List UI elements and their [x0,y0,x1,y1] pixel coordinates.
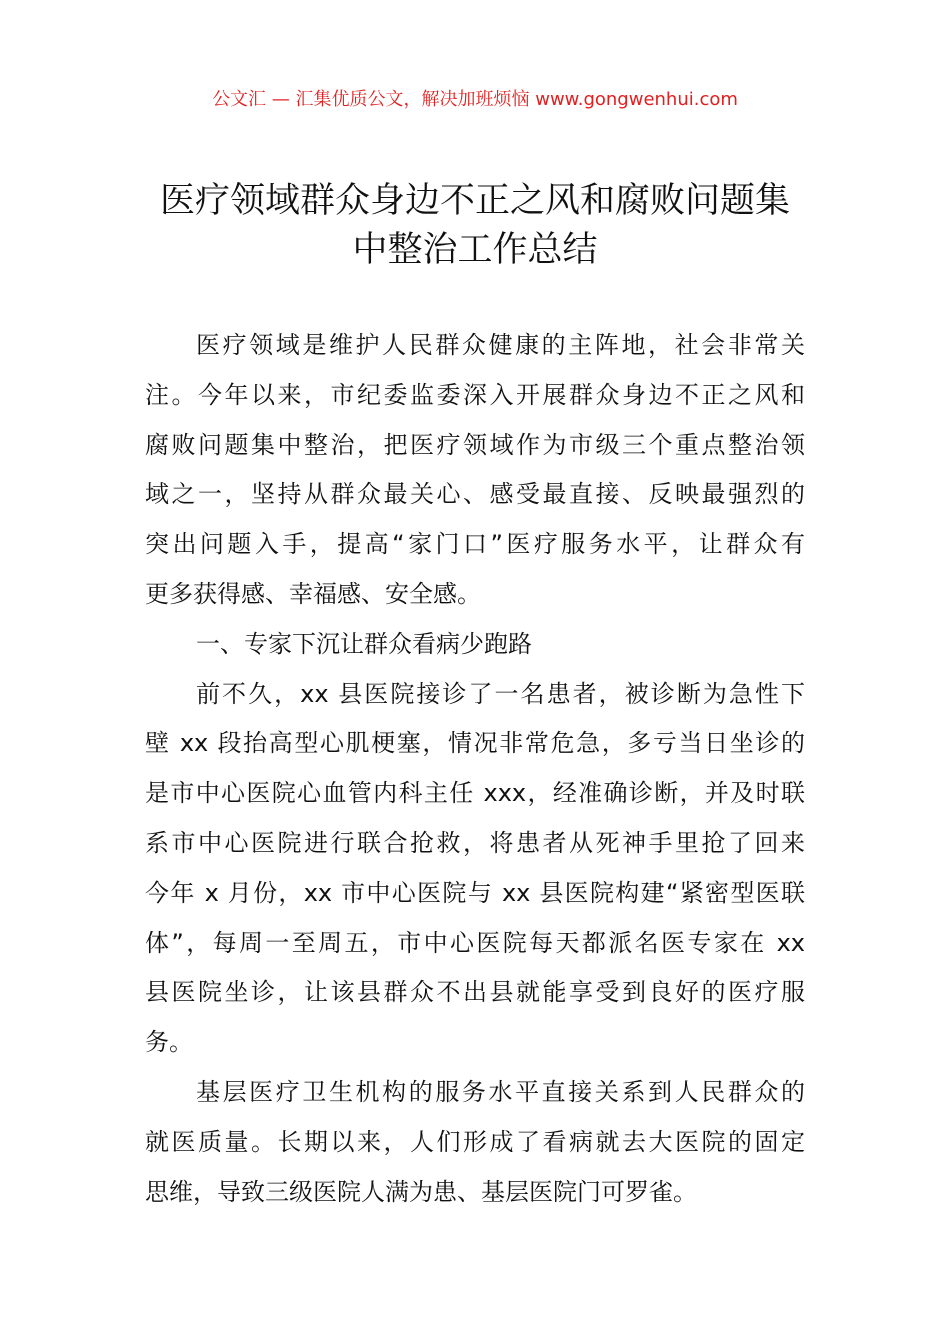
text-line: 就医质量。长期以来，人们形成了看病就去大医院的固定 [145,1127,805,1156]
text-line: 注。今年以来，市纪委监委深入开展群众身边不正之风和 [145,380,805,409]
text-line: 县医院坐诊，让该县群众不出县就能享受到良好的医疗服 [145,978,805,1007]
text-line: 前不久，xx 县医院接诊了一名患者，被诊断为急性下 [196,679,805,708]
text-line: 今年 x 月份，xx 市中心医院与 xx 县医院构建“紧密型医联 [145,878,805,907]
text-line: 域之一，坚持从群众最关心、感受最直接、反映最强烈的 [145,480,805,509]
text-line: 更多获得感、幸福感、安全感。 [145,579,481,608]
text-line: 系市中心医院进行联合抢救，将患者从死神手里抢了回来 [145,828,805,857]
text-line: 务。 [145,1028,193,1057]
document-title-line-2: 中整治工作总结 [352,230,598,270]
text-line: 医疗领域是维护人民群众健康的主阵地，社会非常关 [196,331,805,359]
document-title-line-1: 医疗领域群众身边不正之风和腐败问题集 [159,181,790,221]
text-line: 一、专家下沉让群众看病少跑路 [196,629,532,658]
text-line: 腐败问题集中整治，把医疗领域作为市级三个重点整治领 [145,430,805,459]
text-line: 是市中心医院心血管内科主任 xxx，经准确诊断，并及时联 [145,779,805,808]
text-line: 壁 xx 段抬高型心肌梗塞，情况非常危急，多亏当日坐诊的 [145,729,805,758]
text-line: 突出问题入手，提高“家门口”医疗服务水平，让群众有 [145,530,805,559]
text-line: 体”，每周一至周五，市中心医院每天都派名医专家在 xx [145,928,805,957]
watermark-header: 公文汇 — 汇集优质公文，解决加班烦恼 www.gongwenhui.com [212,89,738,110]
text-line: 基层医疗卫生机构的服务水平直接关系到人民群众的 [196,1077,805,1106]
document-body [145,325,805,1221]
text-line: 思维，导致三级医院人满为患、基层医院门可罗雀。 [145,1177,697,1206]
